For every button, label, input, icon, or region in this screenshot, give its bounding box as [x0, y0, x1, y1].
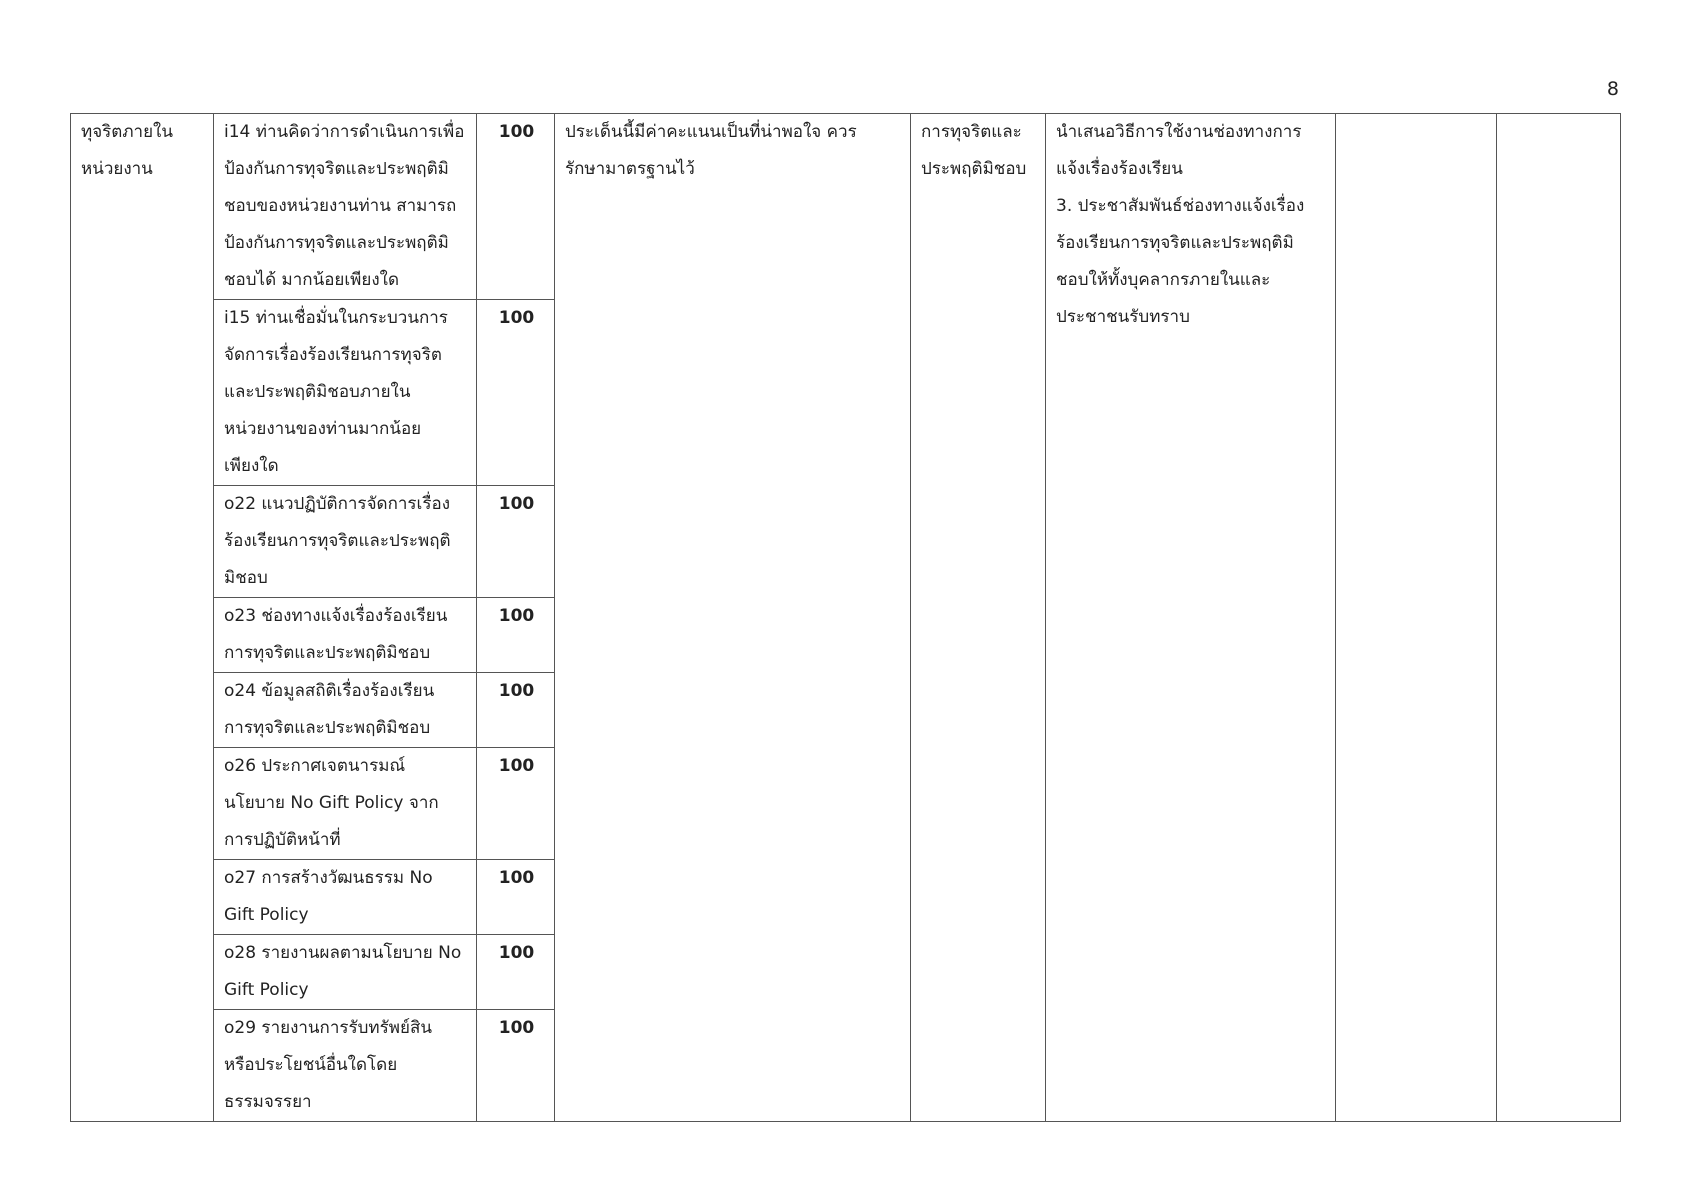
indicator-cell-line: จัดการเรื่องร้องเรียนการทุจริต: [224, 345, 442, 365]
indicator-cell-line: ร้องเรียนการทุจริตและประพฤติ: [224, 531, 451, 551]
table-row: [71, 114, 1621, 300]
indicator-cell-line: o22 แนวปฏิบัติการจัดการเรื่อง: [224, 494, 450, 514]
indicator-cell-line: o26 ประกาศเจตนารมณ์: [224, 756, 406, 776]
indicator-cell-line: การทุจริตและประพฤติมิชอบ: [224, 718, 431, 738]
indicator-cell-line: และประพฤติมิชอบภายใน: [224, 382, 411, 402]
category-cell-line: ทุจริตภายใน: [81, 122, 173, 142]
score-cell: 100: [477, 598, 555, 673]
category-cell-line: หน่วยงาน: [81, 159, 153, 179]
indicator-cell: [214, 1010, 477, 1122]
assessment-cell: [555, 114, 911, 1122]
score-cell: 100: [477, 860, 555, 935]
score-cell: 100: [477, 673, 555, 748]
indicator-cell: [214, 860, 477, 935]
indicator-cell: [214, 673, 477, 748]
indicator-cell-line: o28 รายงานผลตามนโยบาย No: [224, 943, 462, 963]
indicator-cell-line: ป้องกันการทุจริตและประพฤติมิ: [224, 233, 449, 253]
assessment-cell-line: รักษามาตรฐานไว้: [565, 159, 695, 179]
assessment-cell-line: ประเด็นนี้มีค่าคะแนนเป็นที่น่าพอใจ ควร: [565, 122, 857, 142]
action-cell-line: นำเสนอวิธีการใช้งานช่องทางการ: [1056, 122, 1302, 142]
indicator-cell-line: ชอบได้ มากน้อยเพียงใด: [224, 270, 399, 290]
action-cell-line: ชอบให้ทั้งบุคลากรภายในและ: [1056, 270, 1271, 290]
page-number: 8: [1606, 78, 1619, 100]
category-cell: [71, 114, 214, 1122]
empty-cell-1: [1336, 114, 1497, 1122]
indicator-cell-line: o29 รายงานการรับทรัพย์สิน: [224, 1018, 432, 1038]
score-cell: 100: [477, 935, 555, 1010]
action-cell-line: ประชาชนรับทราบ: [1056, 307, 1190, 327]
indicator-cell: [214, 598, 477, 673]
topic-cell-line: ประพฤติมิชอบ: [921, 159, 1027, 179]
assessment-table: [70, 113, 1621, 1122]
score-cell: 100: [477, 300, 555, 486]
indicator-cell-line: ธรรมจรรยา: [224, 1092, 312, 1112]
indicator-cell-line: หรือประโยชน์อื่นใดโดย: [224, 1055, 398, 1075]
empty-cell-2: [1497, 114, 1621, 1122]
action-cell-line: ร้องเรียนการทุจริตและประพฤติมิ: [1056, 233, 1294, 253]
table-body: [71, 114, 1621, 1122]
topic-cell-line: การทุจริตและ: [921, 122, 1022, 142]
action-cell-line: แจ้งเรื่องร้องเรียน: [1056, 159, 1183, 179]
indicator-cell: [214, 486, 477, 598]
indicator-cell: [214, 748, 477, 860]
indicator-cell-line: การปฏิบัติหน้าที่: [224, 830, 341, 850]
indicator-cell: [214, 935, 477, 1010]
indicator-cell: [214, 300, 477, 486]
action-cell: [1046, 114, 1336, 1122]
action-cell-line: 3. ประชาสัมพันธ์ช่องทางแจ้งเรื่อง: [1056, 196, 1305, 216]
indicator-cell-line: i14 ท่านคิดว่าการดำเนินการเพื่อ: [224, 122, 465, 142]
score-cell: 100: [477, 114, 555, 300]
indicator-cell-line: o23 ช่องทางแจ้งเรื่องร้องเรียน: [224, 606, 448, 626]
indicator-cell-line: Gift Policy: [224, 905, 309, 925]
indicator-cell-line: i15 ท่านเชื่อมั่นในกระบวนการ: [224, 308, 448, 328]
indicator-cell-line: o27 การสร้างวัฒนธรรม No: [224, 868, 433, 888]
indicator-cell-line: หน่วยงานของท่านมากน้อย: [224, 419, 422, 439]
indicator-cell: [214, 114, 477, 300]
score-cell: 100: [477, 486, 555, 598]
indicator-cell-line: นโยบาย No Gift Policy จาก: [224, 793, 439, 813]
score-cell: 100: [477, 748, 555, 860]
indicator-cell-line: เพียงใด: [224, 456, 279, 476]
indicator-cell-line: มิชอบ: [224, 568, 268, 588]
indicator-cell-line: Gift Policy: [224, 980, 309, 1000]
indicator-cell-line: o24 ข้อมูลสถิติเรื่องร้องเรียน: [224, 681, 435, 701]
topic-cell: [911, 114, 1046, 1122]
score-cell: 100: [477, 1010, 555, 1122]
indicator-cell-line: การทุจริตและประพฤติมิชอบ: [224, 643, 431, 663]
indicator-cell-line: ป้องกันการทุจริตและประพฤติมิ: [224, 159, 449, 179]
indicator-cell-line: ชอบของหน่วยงานท่าน สามารถ: [224, 196, 457, 216]
